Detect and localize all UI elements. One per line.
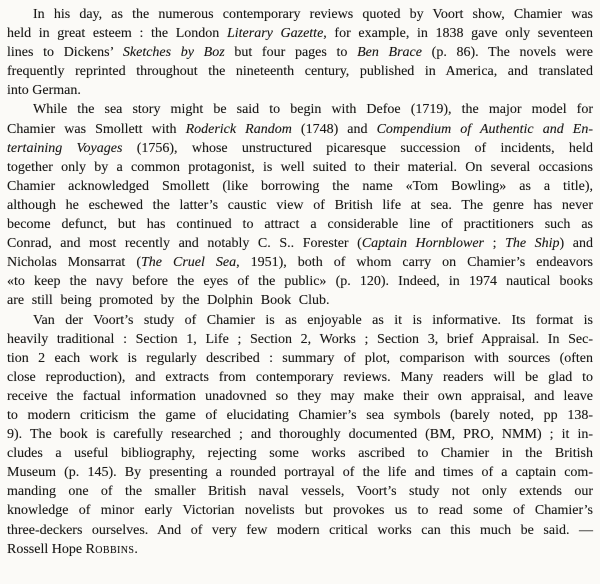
text-line [7,81,593,100]
text-line [7,387,593,406]
text-run: although he eschewed the latter’s caustic view of British life at sea. The genre has never [7,197,593,213]
text-line [7,177,593,196]
text-line [7,444,593,463]
text-line [7,120,593,139]
text-run: but four pages to [224,45,358,61]
text-line [7,406,593,425]
text-run: into German. [7,83,81,99]
paragraph [7,100,593,310]
text-line [7,463,593,482]
italic-title: Sketches by Boz [122,45,225,61]
text-run: cludes a useful bibliography, rejecting some works ascribed to Chamier in the British [7,446,593,462]
text-line [7,234,593,253]
text-run: lines to Dickens’ [7,45,123,61]
text-line [7,521,593,540]
text-run: (1748) and [291,121,377,137]
text-line [7,272,593,291]
text-line [7,330,593,349]
text-run: three-deckers ourselves. And of very few modern critical works can this much be said. — [7,522,593,538]
text-run: held in great esteem : the London [7,26,227,42]
text-line [7,311,593,330]
text-run: are still being promoted by the Dolphin Book Club. [7,293,330,309]
text-run: Van der Voort’s study of Chamier is as enjoyable as it is informative. Its format is [33,312,593,328]
text-line [7,349,593,368]
italic-title: Compendium of Authentic and En- [376,121,593,137]
italic-title: The Ship [505,236,560,252]
text-line [7,368,593,387]
text-run: Chamier was Smollett with [7,121,186,137]
text-run: tion 2 each work is regularly described : summary of plot, comparison with sources (often [7,350,593,366]
italic-title: Captain Hornblower [361,236,484,252]
italic-title: Ben Brace [357,45,422,61]
text-run: Chamier acknowledged Smollett (like borrowing the name «Tom Bowling» as a title), [7,178,593,194]
text-run: frequently reprinted throughout the nineteenth century, published in America, and translated [7,64,593,80]
text-run: , for example, in 1838 gave only seventeen [323,26,593,42]
italic-title: Literary Gazette [226,26,324,42]
text-line [7,139,593,158]
text-line [7,253,593,272]
italic-title: tertaining Voyages [7,140,123,156]
text-line [7,501,593,520]
review-text [7,5,593,559]
text-line [7,24,593,43]
text-line [7,425,593,444]
text-line [7,158,593,177]
text-line [7,291,593,310]
paragraph [7,311,593,559]
italic-title: The Cruel Sea [141,255,237,271]
text-run: heavily traditional : Section 1, Life ; Section 2, Works ; Section 3, brief Appraisal. In Sec- [7,331,593,347]
text-run: In his day, as the numerous contemporary reviews quoted by Voort show, Chamier was [33,7,593,22]
text-line [7,43,593,62]
italic-title: Roderick Random [185,121,292,137]
text-run: Conrad, and most recently and notably C. S.. Forester ( [7,236,362,252]
text-run: together only by a common protagonist, is well suited to their material. On several occasions [7,159,593,175]
text-run: knowledge of minor early Victorian novelists but provokes us to read some of Chamier’s [7,503,593,519]
text-run: «to keep the navy before the eyes of the public» (p. 120). Indeed, in 1974 nautical books [7,274,593,290]
paragraph [7,5,593,100]
text-run: (p. 86). The novels were [421,45,593,61]
text-run: receive the factual information unadovned so they may make their own appraisal, and leave [7,388,593,404]
text-run: . [134,541,138,557]
text-run: 9). The book is carefully researched ; and thoroughly documented (BM, PRO, NMM) ; it in- [7,427,593,443]
text-line [7,540,593,559]
text-line [7,62,593,81]
text-run: , 1951), both of whom carry on Chamier’s endeavors [236,255,593,271]
text-run: Museum (p. 145). By presenting a rounded portrayal of the life and times of a captain com- [7,465,593,481]
reviewer-name: Robbins [85,541,135,557]
text-run: (1756), whose unstructured picaresque succession of incidents, held [122,140,593,156]
text-line [7,215,593,234]
text-run: Nicholas Monsarrat ( [7,255,141,271]
text-run: to modern criticism the game of elucidating Chamier’s sea symbols (barely noted, pp 138- [7,407,593,423]
text-run: While the sea story might be said to begin with Defoe (1719), the major model for [33,102,593,118]
text-run: become defunct, but has continued to attract a considerable line of practitioners such as [7,217,593,233]
text-line [7,196,593,215]
text-run: ; [484,236,506,252]
text-line [7,100,593,119]
text-line [7,5,593,24]
text-run: ) and [559,236,594,252]
text-run: manding one of the smaller British naval vessels, Voort’s study not only extends our [7,484,593,500]
text-run: Rossell Hope [7,541,86,557]
text-run: close reproduction), and extracts from contemporary reviews. Many readers will be glad to [7,369,593,385]
text-line [7,482,593,501]
